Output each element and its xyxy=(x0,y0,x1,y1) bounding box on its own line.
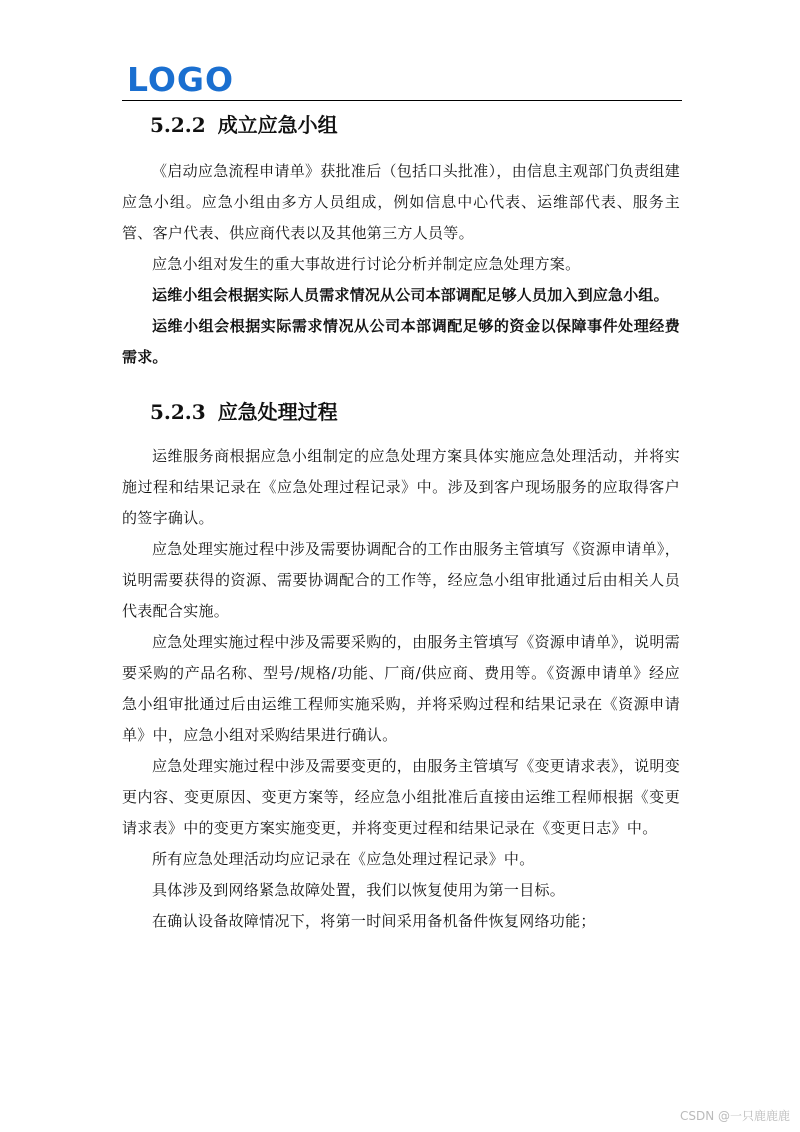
page-content xyxy=(122,104,680,937)
paragraph: 所有应急处理活动均应记录在《应急处理过程记录》中。 xyxy=(152,850,535,868)
paragraph-bold: 运维小组会根据实际需求情况从公司本部调配足够的资金以保障事件处理经费需求。 xyxy=(122,317,680,366)
paragraph: 应急处理实施过程中涉及需要变更的，由服务主管填写《变更请求表》，说明变更内容、变更原因、变更方案等，经应急小组批准后直接由运维工程师根据《变更请求表》中的变更方案实施变更，并将变更过程和结果记录在《变更日志》中。 xyxy=(122,757,681,837)
paragraph: 应急小组对发生的重大事故进行讨论分析并制定应急处理方案。 xyxy=(152,255,581,273)
section-heading-5-2-2 xyxy=(122,106,680,144)
paragraph: 应急处理实施过程中涉及需要采购的，由服务主管填写《资源申请单》，说明需要采购的产品名称、型号/规格/功能、厂商/供应商、费用等。《资源申请单》经应急小组审批通过后由运维工程师实施采购，并将采购过程和结果记录在《资源申请单》中，应急小组对采购结果进行确认。 xyxy=(122,633,681,744)
section-heading-5-2-3 xyxy=(122,393,680,431)
section-title: 成立应急小组 xyxy=(217,113,338,137)
section-number: 5.2.3 xyxy=(150,400,206,424)
paragraph: 应急处理实施过程中涉及需要协调配合的工作由服务主管填写《资源申请单》，说明需要获得的资源、需要协调配合的工作等，经应急小组审批通过后由相关人员代表配合实施。 xyxy=(122,540,681,620)
paragraph: 具体涉及到网络紧急故障处置，我们以恢复使用为第一目标。 xyxy=(152,881,566,899)
header-rule xyxy=(122,100,682,101)
logo: LOGO xyxy=(127,60,235,99)
section-number: 5.2.2 xyxy=(150,113,206,137)
section-title: 应急处理过程 xyxy=(217,400,338,424)
paragraph-bold: 运维小组会根据实际人员需求情况从公司本部调配足够人员加入到应急小组。 xyxy=(152,286,669,304)
paragraph: 运维服务商根据应急小组制定的应急处理方案具体实施应急处理活动，并将实施过程和结果记录在《应急处理过程记录》中。涉及到客户现场服务的应取得客户的签字确认。 xyxy=(122,447,680,527)
watermark: CSDN @一只鹿鹿鹿 xyxy=(679,1109,790,1123)
paragraph: 《启动应急流程申请单》获批准后（包括口头批准），由信息主观部门负责组建应急小组。应急小组由多方人员组成，例如信息中心代表、运维部代表、服务主管、客户代表、供应商代表以及其他第三方人员等。 xyxy=(122,162,681,242)
paragraph: 在确认设备故障情况下，将第一时间采用备机备件恢复网络功能； xyxy=(152,912,596,930)
